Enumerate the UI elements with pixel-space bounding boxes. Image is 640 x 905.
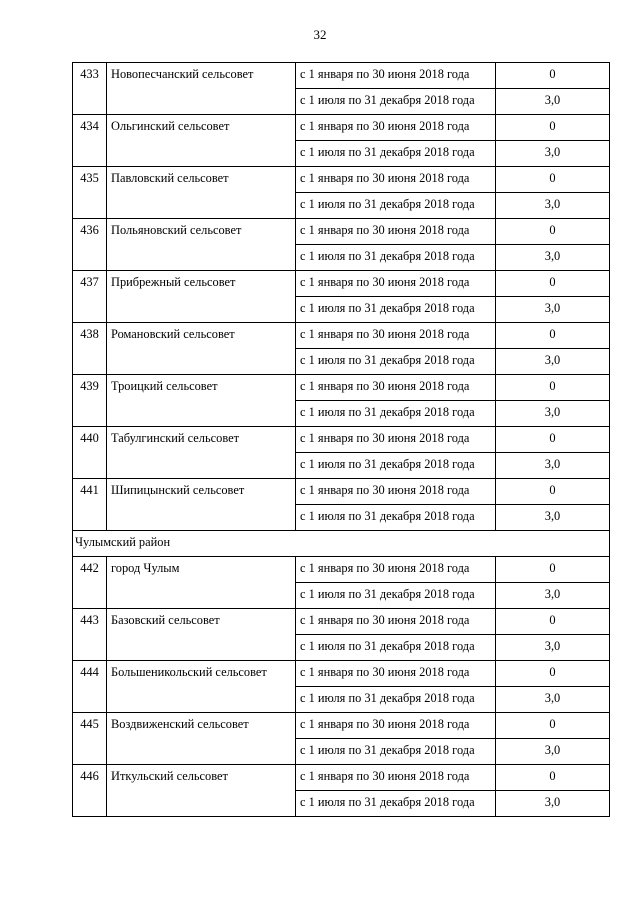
row-number: 440 <box>73 427 107 479</box>
value-cell: 0 <box>496 219 610 245</box>
table-row <box>73 271 610 297</box>
row-number: 441 <box>73 479 107 531</box>
row-number: 435 <box>73 167 107 219</box>
value-cell: 3,0 <box>496 245 610 271</box>
value-cell: 3,0 <box>496 687 610 713</box>
period-cell: с 1 января по 30 июня 2018 года <box>296 557 496 583</box>
period-cell: с 1 января по 30 июня 2018 года <box>296 219 496 245</box>
period-cell: с 1 января по 30 июня 2018 года <box>296 661 496 687</box>
municipality-name: Базовский сельсовет <box>107 609 296 661</box>
table-row <box>73 219 610 245</box>
tariff-table <box>72 62 610 817</box>
period-cell: с 1 января по 30 июня 2018 года <box>296 375 496 401</box>
table-row <box>73 713 610 739</box>
row-number: 445 <box>73 713 107 765</box>
row-number: 446 <box>73 765 107 817</box>
value-cell: 0 <box>496 479 610 505</box>
row-number: 439 <box>73 375 107 427</box>
municipality-name: Иткульский сельсовет <box>107 765 296 817</box>
municipality-name: город Чулым <box>107 557 296 609</box>
row-number: 438 <box>73 323 107 375</box>
period-cell: с 1 января по 30 июня 2018 года <box>296 713 496 739</box>
value-cell: 3,0 <box>496 791 610 817</box>
table-row <box>73 609 610 635</box>
period-cell: с 1 января по 30 июня 2018 года <box>296 609 496 635</box>
value-cell: 3,0 <box>496 89 610 115</box>
table-row <box>73 661 610 687</box>
table-row <box>73 323 610 349</box>
period-cell: с 1 января по 30 июня 2018 года <box>296 765 496 791</box>
period-cell: с 1 июля по 31 декабря 2018 года <box>296 401 496 427</box>
table-body <box>73 63 610 817</box>
period-cell: с 1 января по 30 июня 2018 года <box>296 63 496 89</box>
period-cell: с 1 июля по 31 декабря 2018 года <box>296 739 496 765</box>
value-cell: 3,0 <box>496 193 610 219</box>
value-cell: 0 <box>496 167 610 193</box>
value-cell: 3,0 <box>496 349 610 375</box>
municipality-name: Романовский сельсовет <box>107 323 296 375</box>
table-row <box>73 115 610 141</box>
value-cell: 3,0 <box>496 583 610 609</box>
value-cell: 3,0 <box>496 739 610 765</box>
value-cell: 0 <box>496 115 610 141</box>
value-cell: 3,0 <box>496 141 610 167</box>
period-cell: с 1 июля по 31 декабря 2018 года <box>296 453 496 479</box>
value-cell: 3,0 <box>496 453 610 479</box>
period-cell: с 1 июля по 31 декабря 2018 года <box>296 635 496 661</box>
period-cell: с 1 июля по 31 декабря 2018 года <box>296 89 496 115</box>
value-cell: 0 <box>496 661 610 687</box>
value-cell: 0 <box>496 427 610 453</box>
value-cell: 0 <box>496 765 610 791</box>
row-number: 433 <box>73 63 107 115</box>
value-cell: 0 <box>496 63 610 89</box>
value-cell: 0 <box>496 713 610 739</box>
period-cell: с 1 января по 30 июня 2018 года <box>296 115 496 141</box>
period-cell: с 1 июля по 31 декабря 2018 года <box>296 141 496 167</box>
section-row <box>73 531 610 557</box>
period-cell: с 1 июля по 31 декабря 2018 года <box>296 297 496 323</box>
period-cell: с 1 июля по 31 декабря 2018 года <box>296 687 496 713</box>
municipality-name: Большеникольский сельсовет <box>107 661 296 713</box>
period-cell: с 1 января по 30 июня 2018 года <box>296 323 496 349</box>
municipality-name: Польяновский сельсовет <box>107 219 296 271</box>
municipality-name: Новопесчанский сельсовет <box>107 63 296 115</box>
municipality-name: Воздвиженский сельсовет <box>107 713 296 765</box>
value-cell: 0 <box>496 271 610 297</box>
municipality-name: Павловский сельсовет <box>107 167 296 219</box>
period-cell: с 1 января по 30 июня 2018 года <box>296 167 496 193</box>
period-cell: с 1 июля по 31 декабря 2018 года <box>296 505 496 531</box>
section-title: Чулымский район <box>73 531 610 557</box>
table-row <box>73 375 610 401</box>
municipality-name: Ольгинский сельсовет <box>107 115 296 167</box>
row-number: 442 <box>73 557 107 609</box>
period-cell: с 1 января по 30 июня 2018 года <box>296 427 496 453</box>
page-number: 32 <box>313 27 327 42</box>
value-cell: 0 <box>496 609 610 635</box>
table-row <box>73 63 610 89</box>
value-cell: 3,0 <box>496 297 610 323</box>
row-number: 444 <box>73 661 107 713</box>
row-number: 436 <box>73 219 107 271</box>
municipality-name: Прибрежный сельсовет <box>107 271 296 323</box>
value-cell: 0 <box>496 323 610 349</box>
municipality-name: Троицкий сельсовет <box>107 375 296 427</box>
period-cell: с 1 июля по 31 декабря 2018 года <box>296 791 496 817</box>
row-number: 437 <box>73 271 107 323</box>
table-row <box>73 427 610 453</box>
period-cell: с 1 января по 30 июня 2018 года <box>296 271 496 297</box>
municipality-name: Шипицынский сельсовет <box>107 479 296 531</box>
period-cell: с 1 июля по 31 декабря 2018 года <box>296 349 496 375</box>
period-cell: с 1 июля по 31 декабря 2018 года <box>296 193 496 219</box>
value-cell: 3,0 <box>496 401 610 427</box>
period-cell: с 1 июля по 31 декабря 2018 года <box>296 245 496 271</box>
table-row <box>73 167 610 193</box>
period-cell: с 1 июля по 31 декабря 2018 года <box>296 583 496 609</box>
table-row <box>73 557 610 583</box>
table-row <box>73 765 610 791</box>
table-row <box>73 479 610 505</box>
value-cell: 0 <box>496 557 610 583</box>
value-cell: 3,0 <box>496 505 610 531</box>
period-cell: с 1 января по 30 июня 2018 года <box>296 479 496 505</box>
value-cell: 0 <box>496 375 610 401</box>
municipality-name: Табулгинский сельсовет <box>107 427 296 479</box>
row-number: 443 <box>73 609 107 661</box>
row-number: 434 <box>73 115 107 167</box>
value-cell: 3,0 <box>496 635 610 661</box>
